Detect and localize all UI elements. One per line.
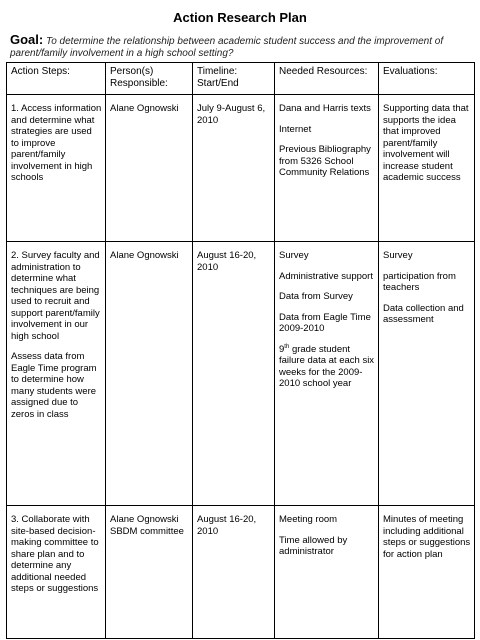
action-step-text: 2. Survey faculty and administration to determine what techniques are being used to recruit and support parent/family involvement in our high school — [11, 250, 100, 342]
person-name: Alane Ognowski — [110, 514, 179, 525]
header-action-steps: Action Steps: — [7, 63, 106, 95]
person-name: Alane Ognowski — [110, 250, 179, 261]
evaluation-item: Data collection and assessment — [383, 302, 464, 325]
evaluations-cell — [379, 95, 475, 242]
resource-item-grade-failure — [279, 344, 375, 390]
resource-item: Meeting room — [279, 514, 338, 525]
person-cell — [106, 506, 193, 639]
person-name: SBDM committee — [110, 525, 184, 537]
action-plan-table — [6, 62, 475, 639]
grade-suffix: th — [284, 343, 290, 350]
table-row — [7, 242, 475, 506]
resource-item: Dana and Harris texts — [279, 103, 371, 114]
resources-cell — [275, 506, 379, 639]
resource-item: Data from Survey — [279, 291, 353, 302]
resource-item: Data from Eagle Time 2009-2010 — [279, 311, 371, 334]
person-cell — [106, 242, 193, 506]
resource-item: Survey — [279, 250, 309, 261]
timeline-cell: July 9-August 6, 2010 — [193, 95, 275, 242]
action-step-text: 1. Access information and determine what strategies are used to improve parent/family involvement in high schools — [11, 103, 102, 183]
header-evaluations: Evaluations: — [379, 63, 475, 95]
action-step-text: Assess data from Eagle Time program to determine how many students were assigned due to zeros in class — [11, 351, 97, 420]
action-step-cell — [7, 95, 106, 242]
evaluation-item: Survey — [383, 250, 413, 261]
goal-text: To determine the relationship between academic student success and the improvement of parent/family involvement in a high school setting? — [10, 36, 444, 59]
timeline-cell: August 16-20, 2010 — [193, 506, 275, 639]
timeline-cell: August 16-20, 2010 — [193, 242, 275, 506]
evaluation-item: Minutes of meeting including additional steps or suggestions for action plan — [383, 514, 471, 560]
person-name: Alane Ognowski — [110, 103, 179, 114]
header-needed-resources: Needed Resources: — [275, 63, 379, 95]
person-cell — [106, 95, 193, 242]
header-person-responsible: Person(s) Responsible: — [106, 63, 193, 95]
resources-cell — [275, 95, 379, 242]
table-row — [7, 95, 475, 242]
header-timeline: Timeline: Start/End — [193, 63, 275, 95]
evaluations-cell — [379, 242, 475, 506]
goal-statement — [10, 34, 470, 60]
resource-item: Time allowed by administrator — [279, 534, 348, 557]
action-step-cell — [7, 242, 106, 506]
evaluation-item: participation from teachers — [383, 270, 456, 293]
resource-item: Administrative support — [279, 270, 373, 282]
grade-number: 9 — [279, 343, 285, 355]
goal-label: Goal: — [10, 32, 44, 47]
table-header-row — [7, 63, 475, 95]
evaluation-item: Supporting data that supports the idea that improved parent/family involvement will increase student academic success — [383, 103, 469, 183]
resource-item: Previous Bibliography from 5326 School Community Relations — [279, 144, 371, 178]
resources-cell — [275, 242, 379, 506]
page-title: Action Research Plan — [173, 10, 307, 25]
action-step-cell — [7, 506, 106, 639]
resource-item: Internet — [279, 123, 312, 135]
evaluations-cell — [379, 506, 475, 639]
action-step-text: 3. Collaborate with site-based decision-making committee to share plan and to determine any additional needed steps or suggestions — [11, 514, 99, 594]
table-row — [7, 506, 475, 639]
grade-failure-text: grade student failure data at each six weeks for the 2009-2010 school year — [279, 343, 375, 389]
